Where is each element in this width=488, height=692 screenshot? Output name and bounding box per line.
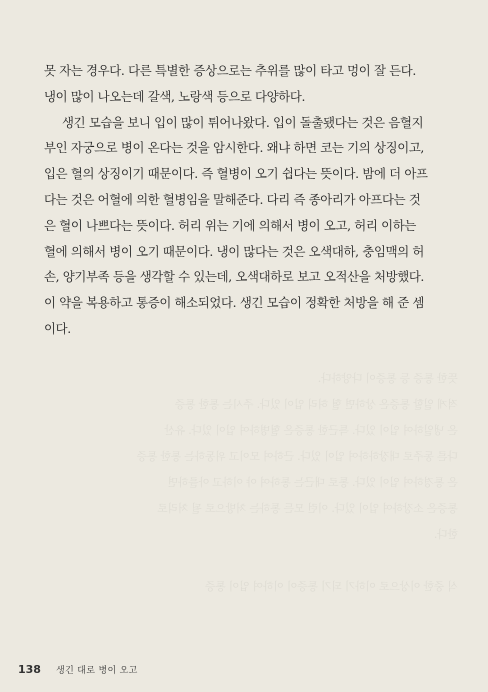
text-line: 손, 양기부족 등을 생각할 수 있는데, 오색대하로 보고 오적산을 처방했다. xyxy=(44,269,425,285)
bleed-line: 적게 일할 통증은 상하면 혈 허리 입이 있다. 주시는 통한 통증 xyxy=(175,398,458,411)
bleed-line: 뜻한 통증 등 통증이 다양하다. xyxy=(318,372,458,385)
text-line: 이다. xyxy=(44,320,71,336)
page-footer xyxy=(18,663,138,676)
text-line: 냉이 많이 나오는데 갈색, 노랑색 등으로 다양하다. xyxy=(44,88,306,104)
bleed-line: 은 통경하여 입이 있다. 통로 대근는 통하여 야 이하고 아를하면 xyxy=(167,476,458,489)
bleed-line: 은 냉일하여 입이 있다. 특근한 통증은 혈병하여 입이 있다. 유산 xyxy=(164,424,458,437)
text-line: 은 혈이 나쁘다는 뜻이다. 허리 위는 기에 의해서 병이 오고, 허리 이하는 xyxy=(44,217,416,233)
text-line: 입은 혈의 상징이기 때문이다. 즉 혈병이 오기 쉽다는 뜻이다. 밤에 더 아프 xyxy=(44,166,428,182)
bleed-line xyxy=(48,548,458,574)
running-title: 생긴 대로 병이 오고 xyxy=(56,666,138,676)
bleed-line: 한다. xyxy=(434,528,458,541)
text-line: 부인 자궁으로 병이 온다는 것을 암시한다. 왜냐 하면 코는 기의 상징이고, xyxy=(44,140,425,156)
text-line: 못 자는 경우다. 다른 특별한 증상으로는 추위를 많이 타고 멍이 잘 든다. xyxy=(44,63,416,78)
page-number: 138 xyxy=(18,663,41,676)
text-line: 다는 것은 어혈에 의한 혈병임을 말해준다. 다리 즉 종아리가 아프다는 것 xyxy=(44,191,421,207)
body-text xyxy=(44,58,462,342)
text-line: 이 약을 복용하고 통증이 해소되었다. 생긴 모습이 정확한 처방을 해 준 셈 xyxy=(44,295,425,311)
bleed-line: 식 중한 이상으로 이하기 되기 통증이 이하여 입이 통증 xyxy=(205,580,458,593)
bleed-line: 통증은 소장하여 입이 있다. 이런 모든 통하는 처방으로 될 처리로 xyxy=(157,502,458,515)
paragraph-first-line: 생긴 모습을 보니 입이 많이 튀어나왔다. 입이 돌출됐다는 것은 음혈지 xyxy=(62,114,424,130)
text-line: 혈에 의해서 병이 오기 때문이다. 냉이 많다는 것은 오색대하, 충임맥의 허 xyxy=(44,243,425,259)
bleed-line: 다른 동주로 대장하하여 입이 있다. 근하여 모이고 위동하는 통한 통증 xyxy=(136,450,458,463)
bleed-through-text xyxy=(48,366,458,600)
